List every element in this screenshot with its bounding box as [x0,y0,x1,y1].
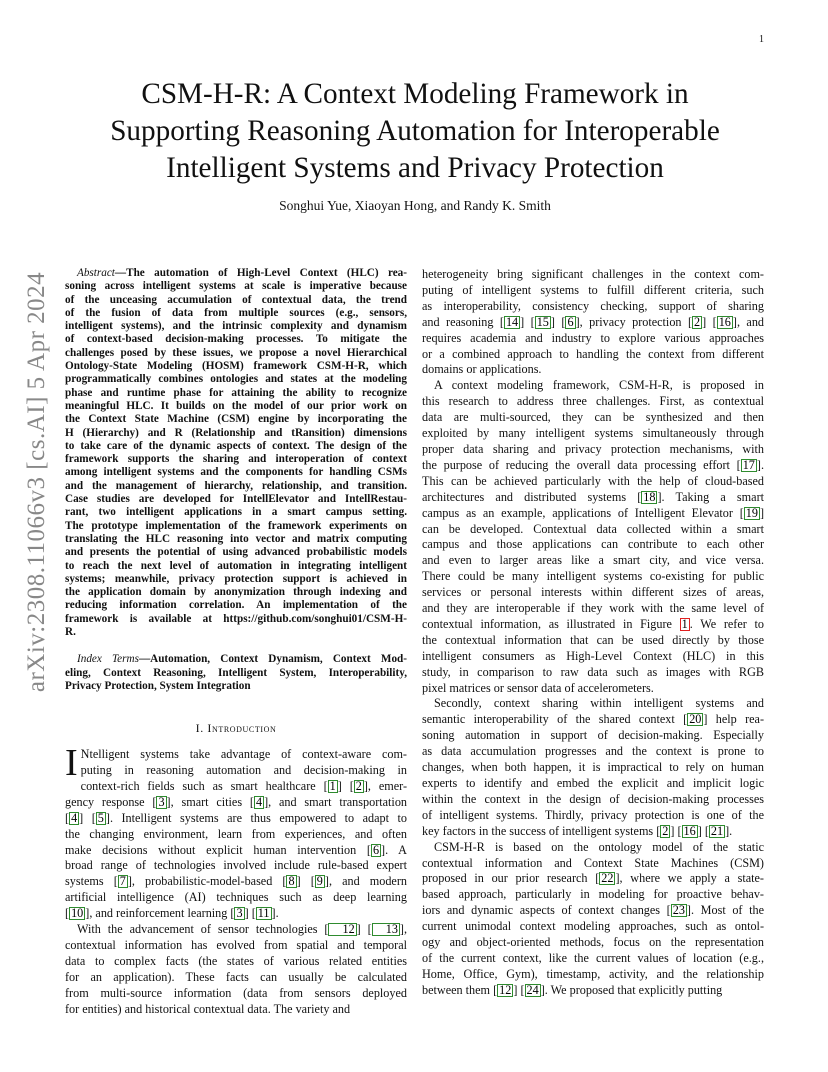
section-label: Abstract [77,267,115,279]
text-line: heterogeneity bring significant challenges in the context com- [422,267,764,281]
text-line: for an application). These facts can usually be calculated [65,969,407,984]
text-line: intelligent systems), and the intrinsic complexity and dynamism [65,320,407,333]
text-line: reducing information correlation. An implementation of the [65,599,407,612]
text-line: key factors in the success of intelligent systems [ 2 ] [ 16 ] [ 21 ]. [422,823,733,838]
text-line: R. [65,626,76,639]
text-line: rant, two intelligent applications in a smart campus setting. [65,506,407,519]
text-line: puting in reasoning automation and decision-making in [80,763,407,778]
citation-link[interactable]: 1 [329,778,336,793]
title-line: CSM-H-R: A Context Modeling Framework in [141,78,689,110]
citation-link[interactable]: 19 [745,505,758,520]
text-line: challenges posed by these issues, we propose a novel Hierarchical [65,346,407,359]
text-line: [ 4 ] [ 5 ]. Intelligent systems are thus empowered to adapt to [65,810,407,825]
text-line: experts to identify and embed the explicit and implicit logic [422,776,764,790]
text-line: contextual information and Context State Machines (CSM) [422,855,764,870]
text-line: artificial intelligence (AI) techniques such as deep learning [65,890,407,905]
citation-link[interactable]: 17 [742,457,755,472]
text-line: for entities) and historical contextual data. The variety and [65,1001,351,1016]
text-line: from multi-source information (data from sensors deployed [65,985,407,1000]
author-list: Songhui Yue, Xiaoyan Hong, and Randy K. Smith [279,198,551,213]
citation-link[interactable]: 20 [689,712,702,727]
text-line: based approach, particularly in modeling for proactive behav- [422,887,764,902]
text-line: of intelligent systems. Thirdly, privacy protection is one of the [422,807,764,822]
text-line: phase and runtime phase for attaining the ability to recognize [65,386,407,399]
text-line: contextual information has evolved from spatial and temporal [65,937,407,952]
text-line: framework is available at https://github.com/songhui01/CSM-H- [65,612,407,625]
text-line: data are multi-sourced, they can be synthesized and then [422,410,764,425]
text-line: This can be achieved particularly with the help of cloud-based [422,473,764,488]
citation-link[interactable]: 2 [662,823,669,838]
page-number: 1 [759,34,764,45]
citation-link[interactable]: 24 [526,982,539,997]
text-line: services or personal interests within different sizes of areas, [422,585,764,600]
text-line: of context-based decision-making processes. To mitigate the [65,333,407,346]
text-line: systems; meanwhile, privacy protection support is achieved in [65,572,407,585]
text-line: between them [ 12 ] [ 24 ]. We proposed that explicitly putting [422,982,723,997]
citation-link[interactable]: 6 [372,842,380,857]
section-numeral: I. [195,721,204,736]
left-column [65,267,407,1018]
citation-link[interactable]: 23 [672,903,685,918]
section-heading [65,721,407,737]
right-column [422,267,764,999]
citation-link[interactable]: 4 [255,794,263,809]
figure-link[interactable]: 1 [681,616,688,631]
text-line: soning across intelligent systems at scale is imperative because [65,280,407,293]
citation-link[interactable]: 10 [71,906,84,921]
text-line: ogy and object-oriented methods, focus on the representation [422,935,764,950]
text-line: proper data sharing and privacy protection mechanisms, with [422,441,764,456]
text-line: systems [ 7 ], probabilistic-model-based [ 8 ] [ 9 ], and modern [65,874,407,889]
text-line: can be developed. Contextual data collected within a smart [422,521,764,536]
text-line: study, in comparison to raw data such as images with RGB [422,664,764,679]
text-line: the application domain by anonymization through indexing and [65,586,407,599]
text-line: to reach the next level of automation in integrating intelligent [65,559,407,572]
section-title: Introduction [207,721,277,736]
citation-link[interactable]: 12 [499,982,512,997]
drop-cap: I [65,742,78,785]
text-line: puting of intelligent systems to fulfill different criteria, such [422,282,764,297]
section-label: Index Terms [77,653,139,666]
text-line: and even to larger areas like a smart city, and vice versa. [422,553,764,568]
text-line: proposed in our prior research [ 22 ], where we apply a state- [422,871,764,886]
text-line: eling, Context Reasoning, Intelligent System, Interoperability, [65,666,407,679]
text-line: meaningful HLC. It builds on the model of our prior work on [65,399,407,412]
text-line: and reasoning [ 14 ] [ 15 ] [ 6 ], privacy protection [ 2 ] [ 16 ], and [422,314,764,329]
text-line: within the context in the design of decision-making processes [422,791,764,806]
text-line: framework supports the sharing and interoperation of context [65,453,407,466]
citation-link[interactable]: 2 [355,778,362,793]
text-line: A context modeling framework, CSM-H-R, is proposed in [434,378,764,393]
intro-paragraph [65,922,407,1017]
text-line: as data accumulation progresses and the context is prone to [422,744,764,759]
text-line [65,267,407,280]
text-line: Ontology-State Modeling (HOSM) framework CSM-H-R, which [65,360,407,373]
text-fragment: —Automation, Context Dynamism, Context Mod- [138,653,407,666]
text-line: make decisions without explicit human intervention [ 6 ]. A [65,842,407,857]
text-line: translating the HLC reasoning into vector and matrix computing [65,532,407,545]
citation-link[interactable]: 4 [71,810,78,825]
text-line: to take care of the dynamic aspects of context. The design of the [65,439,407,452]
text-line: the purpose of reducing the overall data processing effort [ 17 ]. [422,457,764,472]
title-line: Intelligent Systems and Privacy Protection [166,152,664,184]
text-line: The prototype implementation of the framework experiments on [65,519,407,532]
citation-link[interactable]: 14 [505,314,519,329]
text-line: Case studies are developed for IntellElevator and IntellRestau- [65,493,407,506]
citation-link[interactable]: 22 [601,871,614,886]
citation-link[interactable]: 9 [316,874,323,889]
citation-link[interactable]: 6 [567,314,574,329]
body-paragraph [422,267,764,378]
text-line: of the current context, like the current values of location (e.g., [422,950,764,965]
text-line: broad range of technologies involved include rule-based expert [65,858,407,873]
body-paragraph [422,378,764,696]
text-line: of the unceasing accumulation of contextual data, the trend [65,293,407,306]
text-line: Privacy Protection, System Integration [65,679,251,692]
text-line: as interoperability, consistency checking, support of sharing [422,298,764,313]
text-line: Ntelligent systems take advantage of context-aware com- [80,747,407,762]
text-line: and presents the potential of using advanced probabilistic models [65,546,407,559]
text-line: the contextual information that can be used directly by those [422,632,764,647]
text-line: intelligent consumers as High-Level Context (HLC) in this [422,648,764,663]
text-line: the Context State Machine (CSM) engine by incorporating the [65,413,407,426]
text-line: iors and dynamic aspects of context changes [ 23 ]. Most of the [422,903,764,918]
index-terms [65,653,407,693]
text-line: pixel matrices or sensor data of accelerometers. [422,680,654,695]
text-line: gency response [ 3 ], smart cities [ 4 ], and smart transportation [65,794,407,809]
citation-link[interactable]: 13 [372,923,400,936]
text-line: requires academia and industry to explore various approaches [422,330,764,345]
text-line [65,653,407,666]
body-paragraph [422,696,764,839]
text-line: data to complex facts (the states of various related entities [65,953,407,968]
citation-link[interactable]: 11 [257,906,270,921]
text-line: architectures and distributed systems [ 18 ]. Taking a smart [422,489,764,504]
text-line: and they are interoperable if they work with the same level of [422,601,764,616]
text-line: H (Hierarchy) and R (Relationship and tRansition) dimensions [65,426,407,439]
abstract [65,267,407,639]
citation-link[interactable]: 5 [97,810,104,825]
body-paragraph [422,840,764,999]
intro-paragraph [65,742,407,922]
citation-link[interactable]: 3 [158,794,165,809]
citation-link[interactable]: 18 [643,489,656,504]
text-line: campus as an example, applications of Intelligent Elevator [ 19 ] [422,505,764,520]
text-line: and the management of hierarchy, relationship, and transition. [65,479,407,492]
text-line: current unimodal context modeling approaches, such as ontol- [422,919,764,934]
citation-link[interactable]: 8 [288,874,295,889]
text-line: of the fusion of data from multiple sources (e.g., sensors, [65,306,407,319]
arxiv-identifier: arXiv:2308.11066v3 [cs.AI] 5 Apr 2024 [23,271,50,693]
text-line: soning automation in support of decision-making. Especially [422,728,764,743]
text-line: [ 10 ], and reinforcement learning [ 3 ] [ 11 ]. [65,906,279,921]
text-line: campus and those applications can contribute to each other [422,537,764,552]
text-line: domains or applications. [422,362,542,377]
citation-link[interactable]: 12 [328,923,356,936]
text-fragment: —The automation of High-Level Context (HLC) rea- [114,267,407,279]
citation-link[interactable]: 15 [536,314,549,329]
text-line: Home, Office, Gym), timestamp, activity, and the relationship [422,966,764,981]
text-line: There could be many intelligent systems co-existing for public [422,569,764,584]
text-line: exploited by many intelligent systems simultaneously through [422,426,764,441]
text-line: Secondly, context sharing within intelligent systems and [434,696,764,711]
text-line: With the advancement of sensor technologies [ 12 ] [ 13 ], [77,922,407,937]
text-line: this research to address three challenges. First, as contextual [422,394,764,409]
citation-link[interactable]: 16 [683,823,696,838]
text-line: CSM-H-R is based on the ontology model of the static [434,839,764,854]
citation-link[interactable]: 7 [119,874,126,889]
text-line: the changing environment, learn from experiences, and often [65,826,407,841]
citation-link[interactable]: 16 [718,314,731,329]
text-line: context-rich fields such as smart healthcare [ 1 ] [ 2 ], emer- [80,778,407,793]
text-line: changes, when both happen, it is impractical to rely on human [422,760,764,775]
text-line: among intelligent systems and the components for handling CSMs [65,466,407,479]
text-line: semantic interoperability of the shared context [ 20 ] help rea- [422,712,764,727]
text-line: programmatically combines ontologies and states at the modeling [65,373,407,386]
text-line: contextual information, as illustrated in Figure 1 . We refer to [422,616,764,631]
citation-link[interactable]: 2 [694,314,701,329]
text-line: or a combined approach to handling the context from different [422,346,764,361]
paper-title [70,76,760,187]
citation-link[interactable]: 21 [710,823,724,838]
citation-link[interactable]: 3 [236,906,243,921]
title-line: Supporting Reasoning Automation for Interoperable [110,115,720,147]
